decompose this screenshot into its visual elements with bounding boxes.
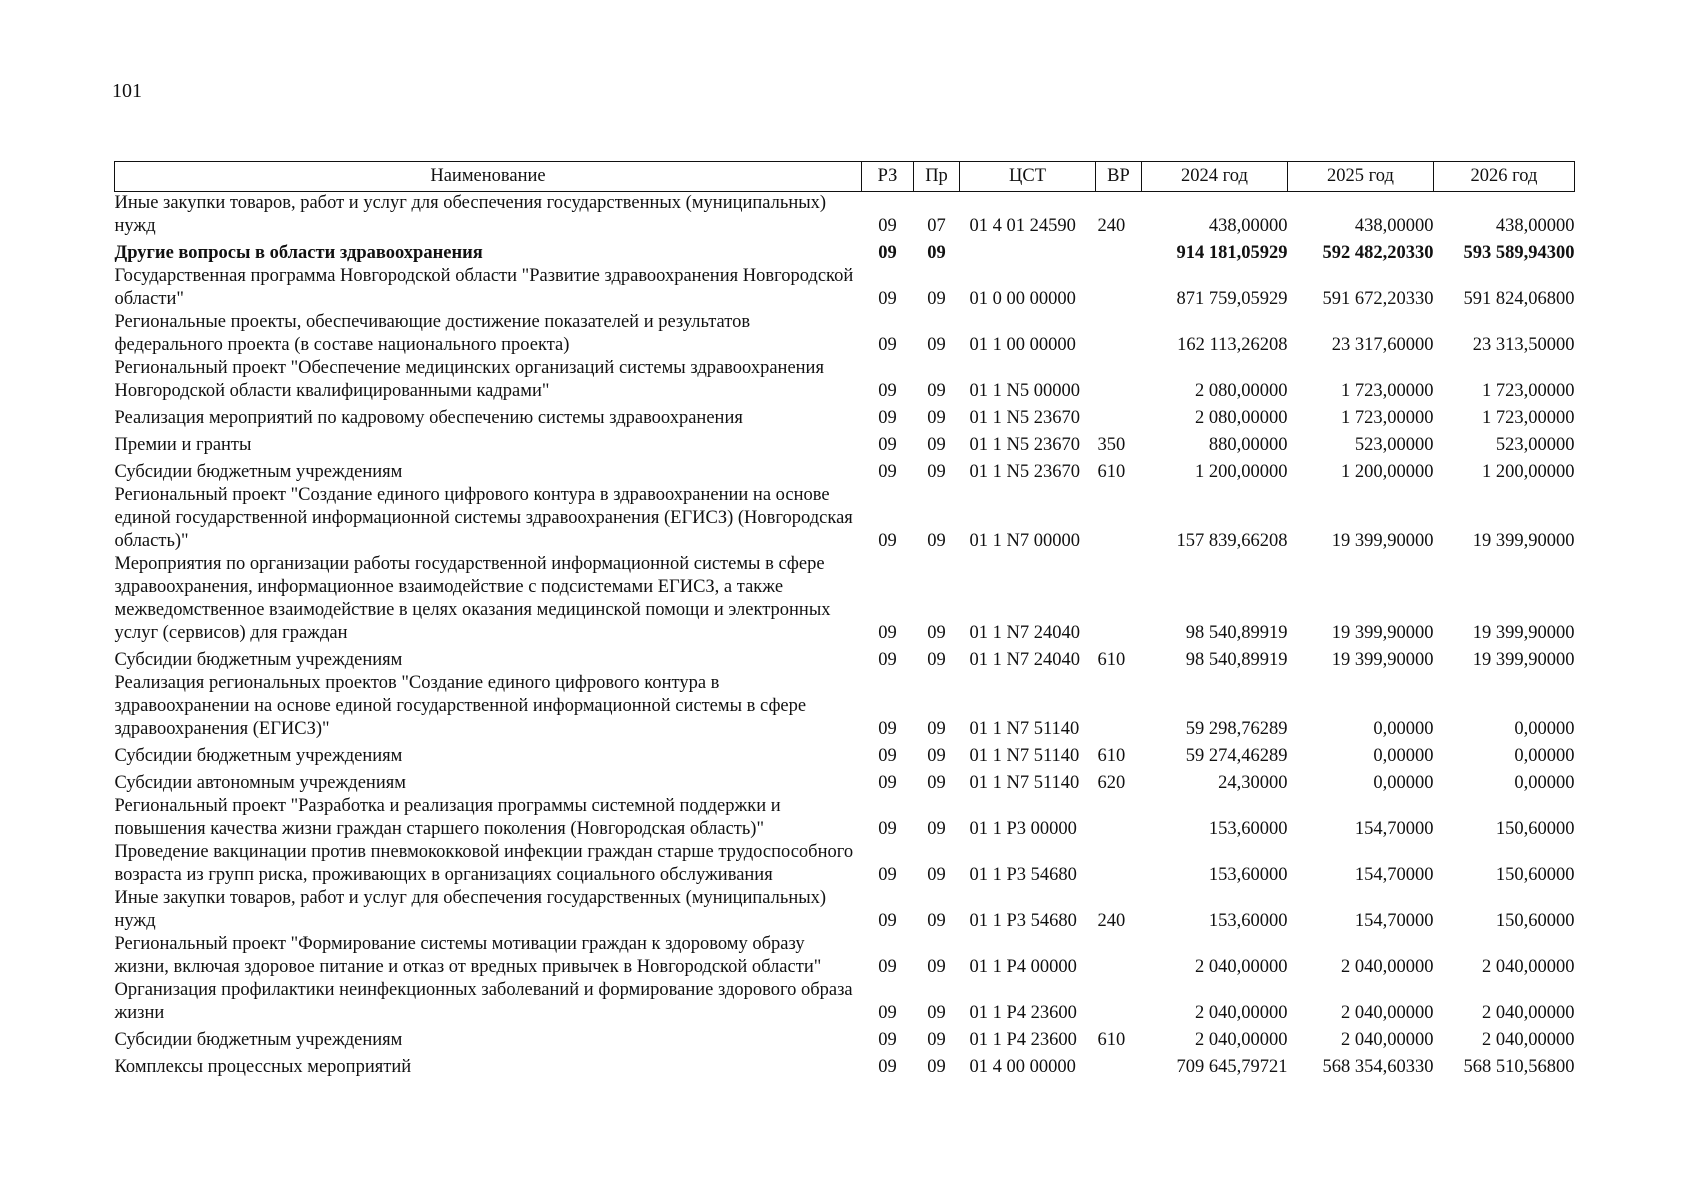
row-2026: 1 200,00000: [1482, 462, 1575, 482]
row-2025: 154,70000: [1354, 819, 1434, 839]
table-row: [115, 457, 1575, 484]
row-2025: 19 399,90000: [1331, 623, 1434, 643]
table-row: [115, 430, 1575, 457]
row-2024: 59 274,46289: [1185, 746, 1288, 766]
row-cst: 01 1 N5 23670: [969, 435, 1080, 455]
row-rz: 09: [878, 957, 897, 977]
row-vr: 610: [1097, 650, 1126, 670]
header-name: Наименование: [115, 162, 862, 192]
row-vr: [1096, 238, 1142, 265]
table-row: [115, 768, 1575, 795]
row-2024: 1 200,00000: [1195, 462, 1288, 482]
row-2024: 914 181,05929: [1176, 243, 1288, 263]
row-vr: [1096, 1052, 1142, 1079]
table-row: [115, 357, 1575, 403]
row-name: Региональный проект "Создание единого цифрового контура в здравоохранении на основе единой государственной информационной системы здравоохранения (ЕГИСЗ) (Новгородская область)": [114, 485, 853, 551]
row-vr: 350: [1097, 435, 1126, 455]
table-row: [115, 192, 1575, 239]
row-cst: 01 4 01 24590: [969, 216, 1076, 236]
table-row: [115, 1025, 1575, 1052]
row-cst: 01 1 N5 00000: [969, 381, 1080, 401]
row-2025: 154,70000: [1354, 911, 1434, 931]
table-row: [115, 1052, 1575, 1079]
row-pr: 09: [927, 773, 946, 793]
table-row: [115, 795, 1575, 841]
row-vr: [1096, 933, 1142, 979]
row-vr: 610: [1097, 746, 1126, 766]
row-vr: 240: [1097, 911, 1126, 931]
row-2026: 19 399,90000: [1472, 650, 1575, 670]
row-name: Региональный проект "Разработка и реализация программы системной поддержки и повышения качества жизни граждан старшего поколения (Новгородская область)": [114, 796, 781, 839]
row-pr: 09: [927, 462, 946, 482]
row-name: Региональный проект "Формирование системы мотивации граждан к здоровому образу жизни, включая здоровое питание и отказ от вредных привычек в Новгородской области": [114, 934, 822, 977]
row-cst: 01 1 P4 23600: [969, 1003, 1077, 1023]
row-2026: 591 824,06800: [1463, 289, 1575, 309]
row-name: Иные закупки товаров, работ и услуг для обеспечения государственных (муниципальных) нужд: [114, 888, 827, 931]
row-2026: 19 399,90000: [1472, 531, 1575, 551]
row-vr: [1096, 672, 1142, 741]
row-vr: 610: [1097, 1030, 1126, 1050]
table-row: [115, 484, 1575, 553]
row-rz: 09: [878, 819, 897, 839]
row-2026: 150,60000: [1495, 819, 1575, 839]
row-2024: 153,60000: [1208, 819, 1288, 839]
row-rz: 09: [878, 773, 897, 793]
row-name: Субсидии автономным учреждениям: [114, 773, 406, 793]
row-2024: 153,60000: [1208, 865, 1288, 885]
row-name: Субсидии бюджетным учреждениям: [114, 746, 403, 766]
row-name: Иные закупки товаров, работ и услуг для обеспечения государственных (муниципальных) нужд: [114, 193, 827, 236]
row-vr: [1096, 553, 1142, 645]
row-vr: [1096, 979, 1142, 1025]
row-vr: [1096, 265, 1142, 311]
row-vr: [1096, 311, 1142, 357]
row-rz: 09: [878, 531, 897, 551]
row-2024: 880,00000: [1208, 435, 1288, 455]
row-cst: 01 1 P3 54680: [969, 911, 1077, 931]
row-rz: 09: [878, 335, 897, 355]
row-2025: 2 040,00000: [1341, 1030, 1434, 1050]
row-2026: 593 589,94300: [1463, 243, 1575, 263]
row-cst: 01 1 P4 23600: [969, 1030, 1077, 1050]
row-name: Субсидии бюджетным учреждениям: [114, 1030, 403, 1050]
row-2025: 1 200,00000: [1341, 462, 1434, 482]
row-2026: 568 510,56800: [1463, 1057, 1575, 1077]
row-cst: 01 1 P4 00000: [969, 957, 1077, 977]
row-pr: 09: [927, 957, 946, 977]
row-rz: 09: [878, 911, 897, 931]
row-2026: 23 313,50000: [1472, 335, 1575, 355]
row-name: Субсидии бюджетным учреждениям: [114, 650, 403, 670]
row-2024: 438,00000: [1208, 216, 1288, 236]
row-2025: 438,00000: [1354, 216, 1434, 236]
row-rz: 09: [878, 1030, 897, 1050]
row-2026: 2 040,00000: [1482, 1003, 1575, 1023]
row-rz: 09: [878, 243, 897, 263]
row-rz: 09: [878, 435, 897, 455]
row-cst: 01 0 00 00000: [969, 289, 1076, 309]
row-pr: 09: [927, 289, 946, 309]
table-row: [115, 311, 1575, 357]
table-row: [115, 238, 1575, 265]
row-name: Региональные проекты, обеспечивающие достижение показателей и результатов федерального проекта (в составе национального проекта): [114, 312, 751, 355]
row-pr: 09: [927, 1003, 946, 1023]
row-2025: 1 723,00000: [1341, 381, 1434, 401]
row-cst: 01 1 N7 24040: [969, 623, 1080, 643]
row-pr: 09: [927, 381, 946, 401]
row-2025: 0,00000: [1373, 719, 1434, 739]
row-2024: 98 540,89919: [1185, 623, 1288, 643]
row-rz: 09: [878, 408, 897, 428]
row-name: Другие вопросы в области здравоохранения: [114, 243, 483, 263]
row-2026: 150,60000: [1495, 911, 1575, 931]
row-pr: 09: [927, 746, 946, 766]
row-rz: 09: [878, 1003, 897, 1023]
row-2024: 2 040,00000: [1195, 1030, 1288, 1050]
row-2026: 1 723,00000: [1482, 381, 1575, 401]
row-2024: 709 645,79721: [1176, 1057, 1288, 1077]
row-2024: 871 759,05929: [1176, 289, 1288, 309]
row-vr: 240: [1097, 216, 1126, 236]
row-2026: 0,00000: [1514, 746, 1575, 766]
row-2026: 2 040,00000: [1482, 957, 1575, 977]
row-2026: 150,60000: [1495, 865, 1575, 885]
row-cst: 01 1 N7 51140: [969, 773, 1080, 793]
row-2024: 2 040,00000: [1195, 957, 1288, 977]
table-body: [115, 192, 1575, 1080]
row-pr: 07: [927, 216, 946, 236]
row-rz: 09: [878, 746, 897, 766]
row-vr: [1096, 841, 1142, 887]
row-2025: 0,00000: [1373, 746, 1434, 766]
table-row: [115, 553, 1575, 645]
row-pr: 09: [927, 435, 946, 455]
row-name: Реализация мероприятий по кадровому обеспечению системы здравоохранения: [114, 408, 743, 428]
row-name: Мероприятия по организации работы государственной информационной системы в сфере здравоохранения, информационное взаимодействие с подсистемами ЕГИСЗ, а также межведомственное взаимодействие в целях оказания медицинской помощи и электронных услуг (сервисов) для граждан: [114, 554, 831, 643]
row-2025: 0,00000: [1373, 773, 1434, 793]
row-2024: 59 298,76289: [1185, 719, 1288, 739]
row-2026: 1 723,00000: [1482, 408, 1575, 428]
table-row: [115, 265, 1575, 311]
row-pr: 09: [927, 650, 946, 670]
row-pr: 09: [927, 819, 946, 839]
row-pr: 09: [927, 531, 946, 551]
row-2025: 154,70000: [1354, 865, 1434, 885]
row-name: Государственная программа Новгородской области "Развитие здравоохранения Новгородской области": [114, 266, 854, 309]
row-vr: [1096, 403, 1142, 430]
table-row: [115, 933, 1575, 979]
row-2024: 2 080,00000: [1195, 408, 1288, 428]
row-pr: 09: [927, 865, 946, 885]
row-rz: 09: [878, 289, 897, 309]
row-2025: 591 672,20330: [1322, 289, 1434, 309]
row-cst: 01 1 N5 23670: [969, 462, 1080, 482]
row-vr: 620: [1097, 773, 1126, 793]
row-2024: 24,30000: [1218, 773, 1288, 793]
row-2025: 1 723,00000: [1341, 408, 1434, 428]
row-pr: 09: [927, 335, 946, 355]
row-name: Комплексы процессных мероприятий: [114, 1057, 412, 1077]
row-2026: 19 399,90000: [1472, 623, 1575, 643]
row-cst: 01 1 N7 24040: [969, 650, 1080, 670]
table-row: [115, 741, 1575, 768]
row-2026: 2 040,00000: [1482, 1030, 1575, 1050]
row-rz: 09: [878, 381, 897, 401]
row-2024: 2 080,00000: [1195, 381, 1288, 401]
row-vr: 610: [1097, 462, 1126, 482]
row-rz: 09: [878, 1057, 897, 1077]
header-2026: 2026 год: [1434, 162, 1575, 192]
row-name: Реализация региональных проектов "Создание единого цифрового контура в здравоохранении на основе единой государственной информационной системы в сфере здравоохранения (ЕГИСЗ)": [114, 673, 807, 739]
row-rz: 09: [878, 623, 897, 643]
row-rz: 09: [878, 216, 897, 236]
row-cst: 01 1 00 00000: [969, 335, 1076, 355]
row-2026: 0,00000: [1514, 773, 1575, 793]
table-row: [115, 672, 1575, 741]
table-row: [115, 645, 1575, 672]
row-2025: 523,00000: [1354, 435, 1434, 455]
budget-table: [114, 161, 1575, 1079]
row-pr: 09: [927, 243, 946, 263]
header-2025: 2025 год: [1288, 162, 1434, 192]
row-2025: 2 040,00000: [1341, 957, 1434, 977]
header-rz: РЗ: [862, 162, 914, 192]
row-vr: [1096, 484, 1142, 553]
row-2026: 438,00000: [1495, 216, 1575, 236]
row-2025: 19 399,90000: [1331, 650, 1434, 670]
row-pr: 09: [927, 408, 946, 428]
row-2024: 153,60000: [1208, 911, 1288, 931]
row-rz: 09: [878, 462, 897, 482]
table-row: [115, 979, 1575, 1025]
table-header: [115, 162, 1575, 192]
row-2024: 2 040,00000: [1195, 1003, 1288, 1023]
row-name: Организация профилактики неинфекционных заболеваний и формирование здорового образа жизни: [114, 980, 853, 1023]
row-name: Проведение вакцинации против пневмококковой инфекции граждан старше трудоспособного возраста из групп риска, проживающих в организациях социального обслуживания: [114, 842, 854, 885]
row-2025: 568 354,60330: [1322, 1057, 1434, 1077]
row-2025: 2 040,00000: [1341, 1003, 1434, 1023]
row-2025: 19 399,90000: [1331, 531, 1434, 551]
row-rz: 09: [878, 650, 897, 670]
row-2026: 0,00000: [1514, 719, 1575, 739]
row-cst: 01 1 N7 51140: [969, 719, 1080, 739]
row-pr: 09: [927, 911, 946, 931]
row-2025: 23 317,60000: [1331, 335, 1434, 355]
header-cst: ЦСТ: [960, 162, 1096, 192]
row-2025: 592 482,20330: [1322, 243, 1434, 263]
row-rz: 09: [878, 865, 897, 885]
row-rz: 09: [878, 719, 897, 739]
table-row: [115, 841, 1575, 887]
row-name: Премии и гранты: [114, 435, 252, 455]
row-cst: 01 1 N7 00000: [969, 531, 1080, 551]
header-pr: Пр: [914, 162, 960, 192]
row-cst: [960, 238, 1096, 265]
table-row: [115, 403, 1575, 430]
row-name: Субсидии бюджетным учреждениям: [114, 462, 403, 482]
table-row: [115, 887, 1575, 933]
row-2024: 162 113,26208: [1177, 335, 1288, 355]
row-2024: 98 540,89919: [1185, 650, 1288, 670]
row-pr: 09: [927, 1057, 946, 1077]
row-cst: 01 1 N5 23670: [969, 408, 1080, 428]
row-vr: [1096, 357, 1142, 403]
header-2024: 2024 год: [1142, 162, 1288, 192]
page-number: 101: [112, 80, 142, 102]
row-cst: 01 4 00 00000: [969, 1057, 1076, 1077]
row-2024: 157 839,66208: [1176, 531, 1288, 551]
row-pr: 09: [927, 623, 946, 643]
row-cst: 01 1 P3 54680: [969, 865, 1077, 885]
row-cst: 01 1 N7 51140: [969, 746, 1080, 766]
row-pr: 09: [927, 1030, 946, 1050]
row-vr: [1096, 795, 1142, 841]
row-cst: 01 1 P3 00000: [969, 819, 1077, 839]
header-vr: ВР: [1096, 162, 1142, 192]
row-name: Региональный проект "Обеспечение медицинских организаций системы здравоохранения Новгородской области квалифицированными кадрами": [114, 358, 824, 401]
row-pr: 09: [927, 719, 946, 739]
row-2026: 523,00000: [1495, 435, 1575, 455]
